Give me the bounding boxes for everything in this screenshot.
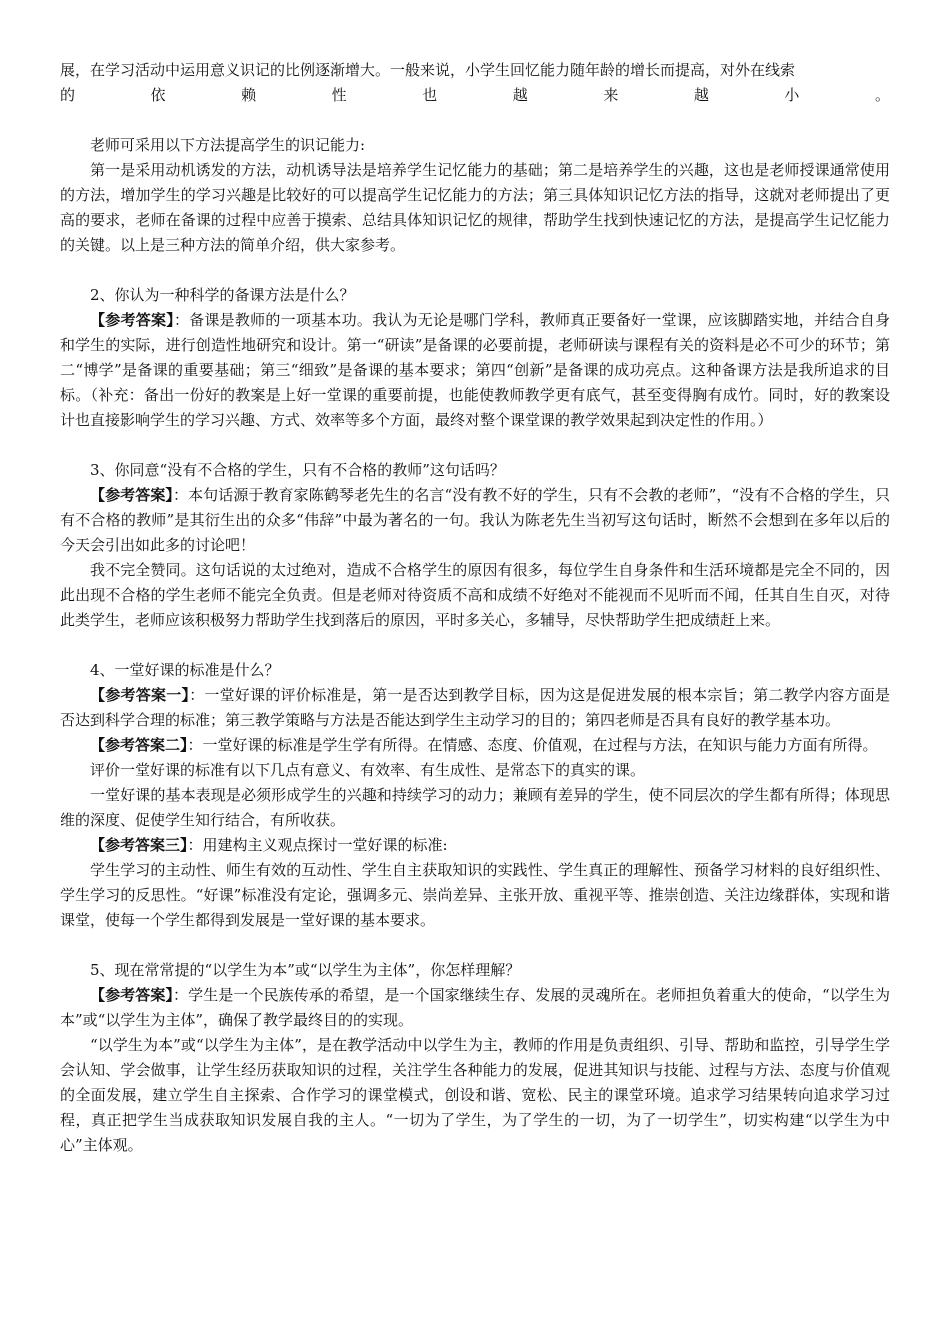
answer-text: ：一堂好课的标准是学生学有所得。在情感、态度、价值观，在过程与方法，在知识与能力方面有所得。 — [187, 736, 878, 754]
answer-text: ：备课是教师的一项基本功。我认为无论是哪门学科，教师真正要备好一堂课，应该脚踏实地，并结合自身和学生的实际，进行创造性地研究和设计。第一“研读”是备课的必要前提，老师研读与课程有关的资料是必不可少的环节；第二“博学”是备课的重要基础；第三“细致”是备课的基本要求；第四“创新”是备课的成功亮点。这种备课方法是我所追求的目标。（补充：备出一份好的教案是上好一堂课的重要前提，也能使教师教学更有底气，甚至变得胸有成竹。同时，好的教案设计也直接影响学生的学习兴趣、方式、效率等多个方面，最终对整个课堂课的教学效果起到决定性的作用。） — [60, 311, 890, 429]
question-5: 5、现在常常提的“以学生为本”或“以学生为主体”，你怎样理解？ — [90, 961, 521, 979]
methods-body: 第一是采用动机诱发的方法，动机诱导法是培养学生记忆能力的基础；第二是培养学生的兴趣，这也是老师授课通常使用的方法，增加学生的学习兴趣是比较好的可以提高学生记忆能力的方法；第三具体知识记忆方法的指导，这就对老师提出了更高的要求，老师在备课的过程中应善于摸索、总结具体知识记忆的规律，帮助学生找到快速记忆的方法，是提高学生记忆能力的关键。以上是三种方法的简单介绍，供大家参考。 — [60, 161, 890, 254]
question-3: 3、你同意“没有不合格的学生，只有不合格的教师”这句话吗？ — [90, 461, 505, 479]
answer-label: 【参考答案一】 — [90, 686, 190, 704]
answer-text: ：学生是一个民族传承的希望，是一个国家继续生存、发展的灵魂所在。老师担负着重大的使命，“以学生为本”或“以学生为主体”，确保了教学最终目的的实现。 — [60, 986, 890, 1029]
answer-4-para-a: 评价一堂好课的标准有以下几点有意义、有效率、有生成性、是常态下的真实的课。 — [90, 761, 646, 779]
question-2: 2、你认为一种科学的备课方法是什么？ — [90, 286, 355, 304]
answer-label: 【参考答案二】 — [90, 736, 188, 754]
intro-line-2: 的依赖性也越来越小。 — [60, 86, 890, 104]
answer-label: 【参考答案】 — [90, 986, 174, 1004]
answer-5-para-2: “以学生为本”或“以学生为主体”，是在教学活动中以学生为主，教师的作用是负责组织、引导、帮助和监控，引导学生学会认知、学会做事，让学生经历获取知识的过程，关注学生各种能力的发展，促进其知识与技能、过程与方法、态度与价值观的全面发展，建立学生自主探索、合作学习的课堂模式，创设和谐、宽松、民主的课堂环境。追求学习结果转向追求学习过程，真正把学生当成获取知识发展自我的主人。“一切为了学生，为了学生的一切，为了一切学生”，切实构建“以学生为中心”主体观。 — [60, 1036, 890, 1154]
question-4: 4、一堂好课的标准是什么？ — [90, 661, 280, 679]
answer-4-one — [60, 683, 890, 733]
answer-4-two — [60, 733, 890, 758]
answer-5 — [60, 983, 890, 1033]
answer-label: 【参考答案】 — [90, 311, 174, 329]
answer-label: 【参考答案】 — [90, 486, 173, 504]
answer-2 — [60, 308, 890, 433]
answer-4-para-b: 一堂好课的基本表现是必须形成学生的兴趣和持续学习的动力；兼顾有差异的学生，使不同层次的学生都有所得；体现思维的深度、促使学生知行结合，有所收获。 — [60, 786, 890, 829]
answer-3 — [60, 483, 890, 558]
answer-text: ：一堂好课的评价标准是，第一是否达到教学目标，因为这是促进发展的根本宗旨；第二教学内容方面是否达到科学合理的标准；第三教学策略与方法是否能达到学生主动学习的目的；第四老师是否具有良好的教学基本功。 — [60, 686, 890, 729]
answer-label: 【参考答案三】 — [90, 836, 188, 854]
answer-text: ：本句话源于教育家陈鹤琴老先生的名言“没有教不好的学生，只有不会教的老师”，“没有不合格的学生，只有不合格的教师”是其衍生出的众多“伟辞”中最为著名的一句。我认为陈老先生当初写这句话时，断然不会想到在多年以后的今天会引出如此多的讨论吧！ — [60, 486, 890, 554]
answer-3-para-2: 我不完全赞同。这句话说的太过绝对，造成不合格学生的原因有很多，每位学生自身条件和生活环境都是完全不同的，因此出现不合格的学生老师不能完全负责。但是老师对待资质不高和成绩不好绝对不能视而不见听而不闻，任其自生自灭，对待此类学生，老师应该积极努力帮助学生找到落后的原因，平时多关心，多辅导，尽快帮助学生把成绩赶上来。 — [60, 561, 890, 629]
answer-text: ：用建构主义观点探讨一堂好课的标准: — [187, 836, 448, 854]
methods-title: 老师可采用以下方法提高学生的识记能力: — [90, 136, 366, 154]
intro-line-1: 展，在学习活动中运用意义识记的比例逐渐增大。一般来说，小学生回忆能力随年龄的增长而提高，对外在线索 — [60, 61, 796, 79]
answer-4-para-c: 学生学习的主动性、师生有效的互动性、学生自主获取知识的实践性、学生真正的理解性、预备学习材料的良好组织性、学生学习的反思性。“好课”标准没有定论，强调多元、崇尚差异、主张开放、重视平等、推崇创造、关注边缘群体，实现和谐课堂，使每一个学生都得到发展是一堂好课的基本要求。 — [60, 861, 890, 929]
answer-4-three — [60, 833, 890, 858]
